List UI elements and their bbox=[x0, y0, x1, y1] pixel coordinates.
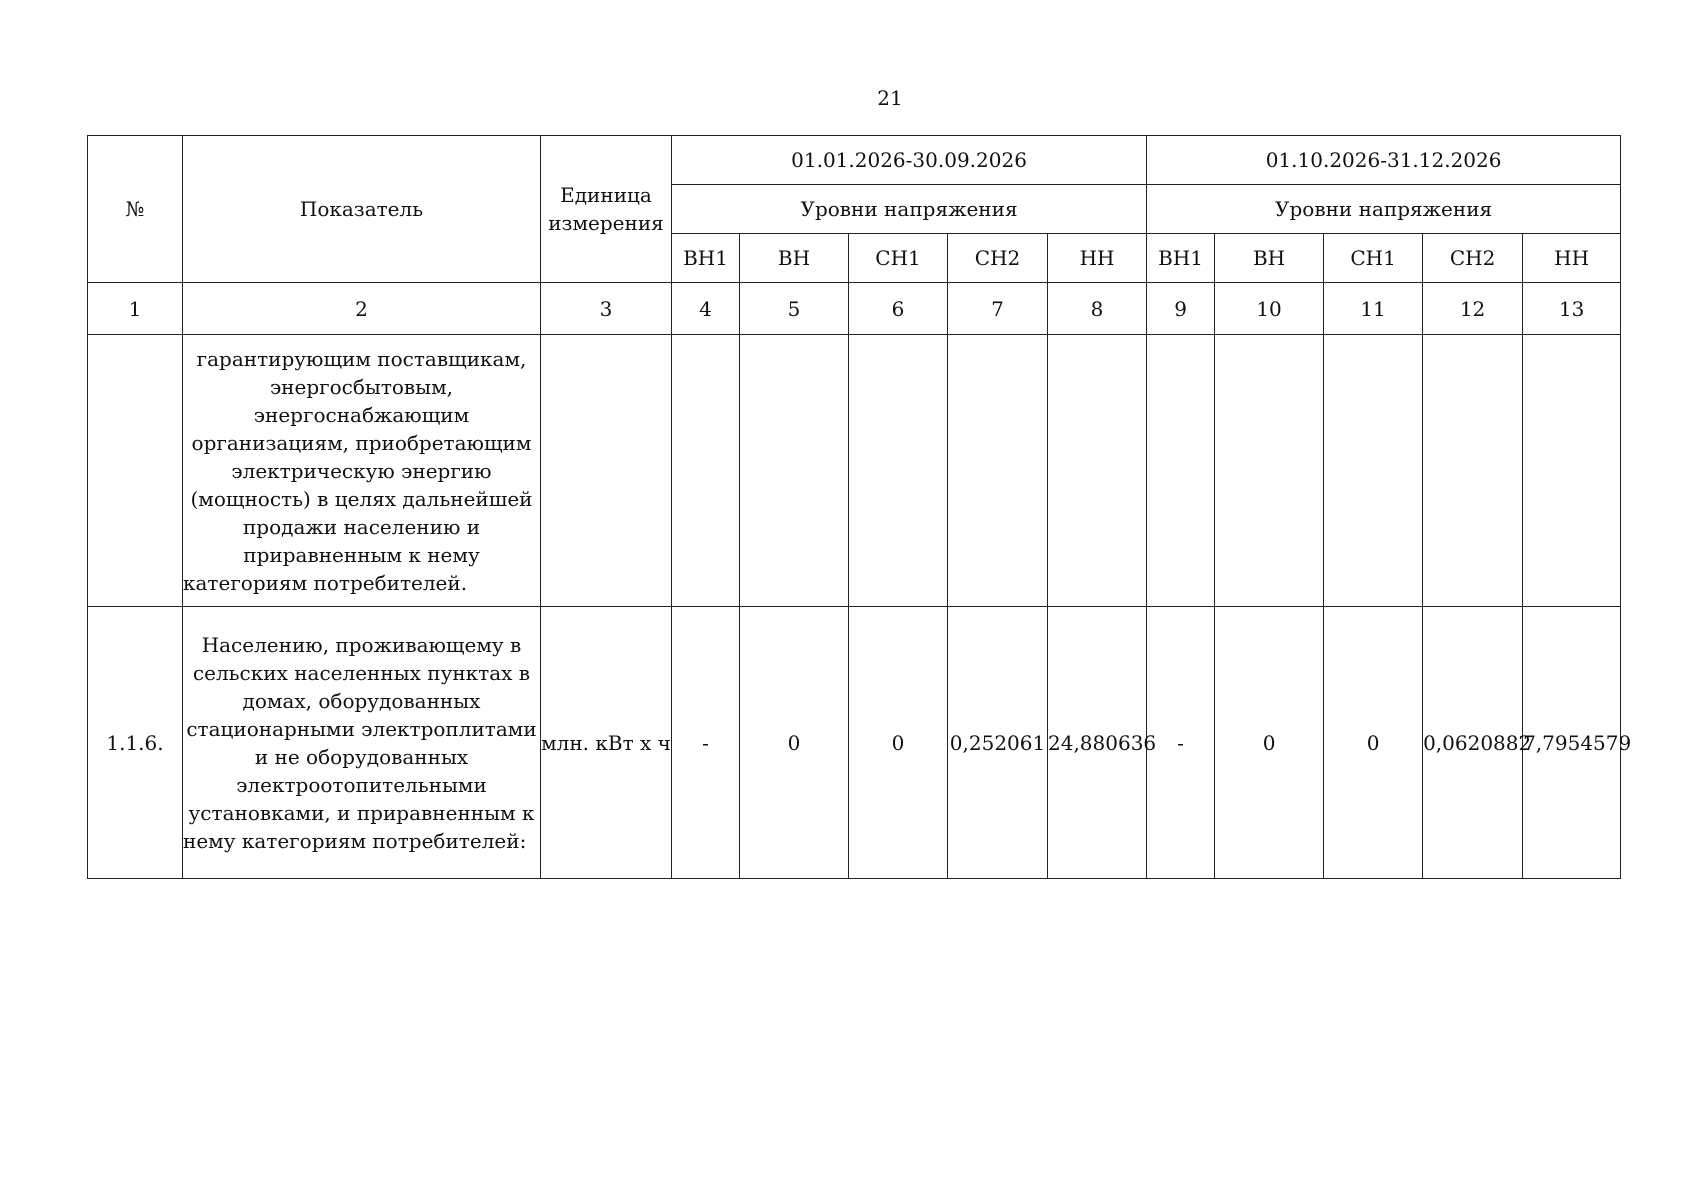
header-level: СН1 bbox=[849, 234, 948, 283]
column-number: 10 bbox=[1215, 283, 1324, 335]
tariff-volume-table bbox=[87, 135, 1632, 879]
table-row bbox=[88, 607, 1621, 879]
row-value bbox=[1523, 335, 1621, 607]
column-number-row bbox=[88, 283, 1621, 335]
row-value: 0 bbox=[740, 607, 849, 879]
column-number: 11 bbox=[1324, 283, 1423, 335]
header-period-2: 01.10.2026-31.12.2026 bbox=[1147, 136, 1621, 185]
row-value bbox=[672, 335, 740, 607]
header-level: НН bbox=[1048, 234, 1147, 283]
row-indicator: Населению, проживающему в сельских населенных пунктах в домах, оборудованных стационарными электроплитами и не оборудованных электроотопительными установками, и приравненным к нему категориям потребителей: bbox=[183, 607, 541, 879]
header-level: ВН1 bbox=[1147, 234, 1215, 283]
row-no bbox=[88, 335, 183, 607]
row-unit bbox=[541, 335, 672, 607]
header-level: СН2 bbox=[1423, 234, 1523, 283]
column-number: 3 bbox=[541, 283, 672, 335]
row-value bbox=[849, 335, 948, 607]
table-row bbox=[88, 335, 1621, 607]
header-voltage-levels-1: Уровни напряжения bbox=[672, 185, 1147, 234]
header-level: СН2 bbox=[948, 234, 1048, 283]
row-no: 1.1.6. bbox=[88, 607, 183, 879]
row-value: - bbox=[672, 607, 740, 879]
header-level: ВН bbox=[1215, 234, 1324, 283]
header-level: ВН bbox=[740, 234, 849, 283]
column-number: 7 bbox=[948, 283, 1048, 335]
row-value bbox=[1324, 335, 1423, 607]
row-indicator: гарантирующим поставщикам, энергосбытовым, энергоснабжающим организациям, приобретающим электрическую энергию (мощность) в целях дальнейшей продажи населению и приравненным к нему категориям потребителей. bbox=[183, 335, 541, 607]
row-value bbox=[1048, 335, 1147, 607]
row-value: 0 bbox=[1324, 607, 1423, 879]
header-level: СН1 bbox=[1324, 234, 1423, 283]
row-value: 24,880636 bbox=[1048, 607, 1147, 879]
row-value bbox=[1215, 335, 1324, 607]
row-value: 0 bbox=[849, 607, 948, 879]
row-value: - bbox=[1147, 607, 1215, 879]
column-number: 4 bbox=[672, 283, 740, 335]
row-unit: млн. кВт х ч bbox=[541, 607, 672, 879]
row-value: 0,0620882 bbox=[1423, 607, 1523, 879]
column-number: 2 bbox=[183, 283, 541, 335]
row-value: 0,252061 bbox=[948, 607, 1048, 879]
row-value bbox=[1147, 335, 1215, 607]
header-row-periods bbox=[88, 136, 1621, 185]
column-number: 8 bbox=[1048, 283, 1147, 335]
header-indicator: Показатель bbox=[183, 136, 541, 283]
column-number: 5 bbox=[740, 283, 849, 335]
row-value bbox=[740, 335, 849, 607]
header-voltage-levels-2: Уровни напряжения bbox=[1147, 185, 1621, 234]
header-unit: Единица измерения bbox=[541, 136, 672, 283]
column-number: 12 bbox=[1423, 283, 1523, 335]
page-number: 21 bbox=[877, 86, 903, 110]
column-number: 13 bbox=[1523, 283, 1621, 335]
header-no: № bbox=[88, 136, 183, 283]
header-level: ВН1 bbox=[672, 234, 740, 283]
column-number: 1 bbox=[88, 283, 183, 335]
row-value bbox=[1423, 335, 1523, 607]
column-number: 9 bbox=[1147, 283, 1215, 335]
column-number: 6 bbox=[849, 283, 948, 335]
row-value: 0 bbox=[1215, 607, 1324, 879]
header-period-1: 01.01.2026-30.09.2026 bbox=[672, 136, 1147, 185]
row-value: 7,7954579 bbox=[1523, 607, 1621, 879]
row-value bbox=[948, 335, 1048, 607]
header-level: НН bbox=[1523, 234, 1621, 283]
